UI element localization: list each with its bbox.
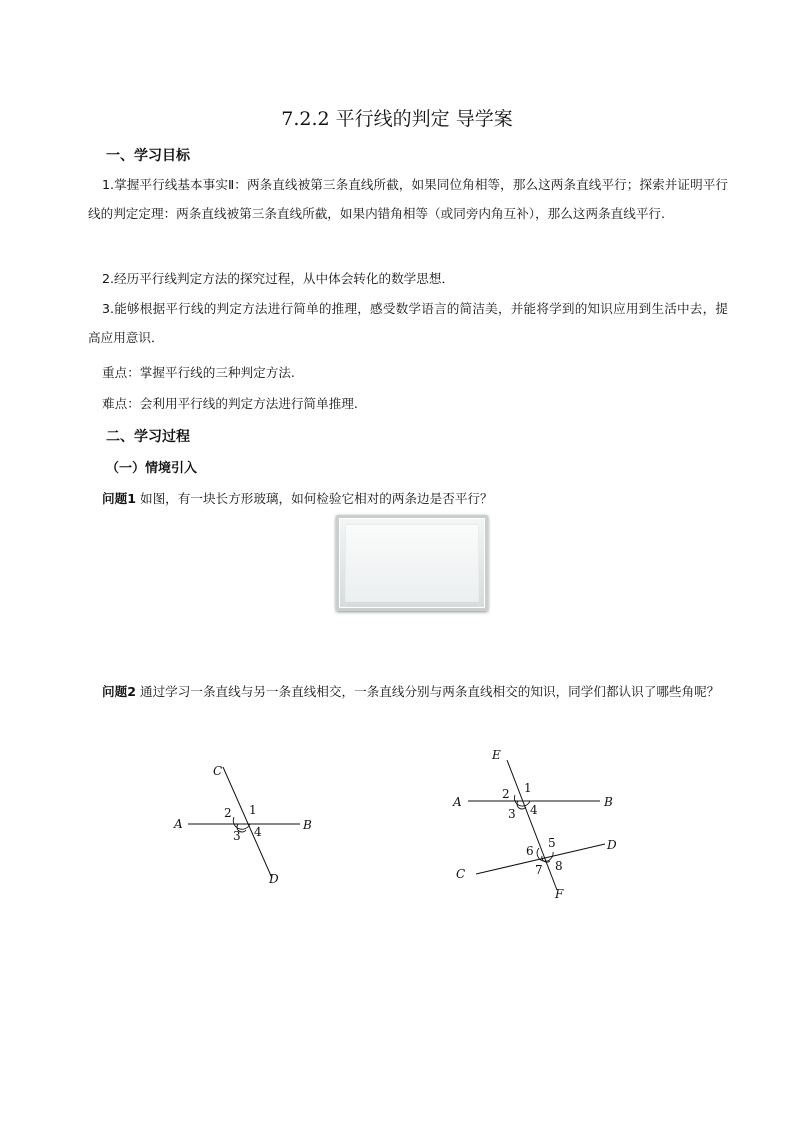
figure-intersecting-lines: [160, 755, 340, 895]
question-2-text: 通过学习一条直线与另一条直线相交，一条直线分别与两条直线相交的知识，同学们都认识了哪些角呢？: [139, 684, 720, 699]
difficulty-point: 难点：会利用平行线的判定方法进行简单推理.: [102, 396, 358, 411]
section-heading-goals: 一、学习目标: [106, 148, 190, 164]
label-d: D: [269, 872, 279, 886]
label-b: B: [303, 818, 312, 832]
angle-3: 3: [233, 829, 241, 843]
label-d: D: [607, 838, 617, 852]
question-1-text: 如图，有一块长方形玻璃，如何检验它相对的两条边是否平行？: [139, 491, 493, 506]
question-2-label: 问题2: [102, 684, 136, 699]
angle-3: 3: [508, 807, 516, 821]
angle-5: 5: [548, 836, 556, 850]
angle-4: 4: [530, 803, 538, 817]
figure-transversal: [440, 740, 640, 905]
angle-2: 2: [224, 806, 232, 820]
page-title: 7.2.2 平行线的判定 导学案: [281, 108, 513, 130]
angle-8: 8: [555, 859, 563, 873]
goal-paragraph-1: 1.掌握平行线基本事实Ⅱ：两条直线被第三条直线所截，如果同位角相等，那么这两条直线平行；探索并证明平行线的判定定理：两条直线被第三条直线所截，如果内错角相等（或同旁内角互补），那么这两条直线平行.: [88, 177, 728, 221]
question-1-label: 问题1: [102, 491, 136, 506]
question-1: [88, 484, 728, 513]
label-a: A: [174, 817, 183, 831]
angle-2: 2: [502, 787, 510, 801]
label-e: E: [492, 748, 501, 762]
angle-1: 1: [249, 803, 257, 817]
label-c: C: [456, 867, 466, 881]
goal-paragraph-3: 3.能够根据平行线的判定方法进行简单的推理，感受数学语言的简洁美，并能将学到的知识应用到生活中去，提高应用意识．: [88, 301, 728, 345]
goal-paragraph-2: 2.经历平行线判定方法的探究过程，从中体会转化的数学思想．: [102, 271, 455, 286]
section-heading-process: 二、学习过程: [106, 429, 190, 445]
label-b: B: [604, 795, 613, 809]
key-point: 重点：掌握平行线的三种判定方法.: [102, 365, 295, 380]
rectangular-glass-image: [336, 515, 488, 611]
line-ef: [507, 760, 557, 890]
angle-7: 7: [535, 863, 543, 877]
label-a: A: [453, 795, 462, 809]
angle-4: 4: [254, 825, 262, 839]
line-cd: [223, 767, 272, 878]
angle-1: 1: [524, 781, 532, 795]
glass-pane: [345, 524, 479, 602]
subsection-heading-intro: （一）情境引入: [106, 461, 198, 476]
angle-6: 6: [526, 844, 534, 858]
label-c: C: [213, 764, 223, 778]
label-f: F: [555, 887, 564, 901]
question-2: [88, 677, 728, 706]
